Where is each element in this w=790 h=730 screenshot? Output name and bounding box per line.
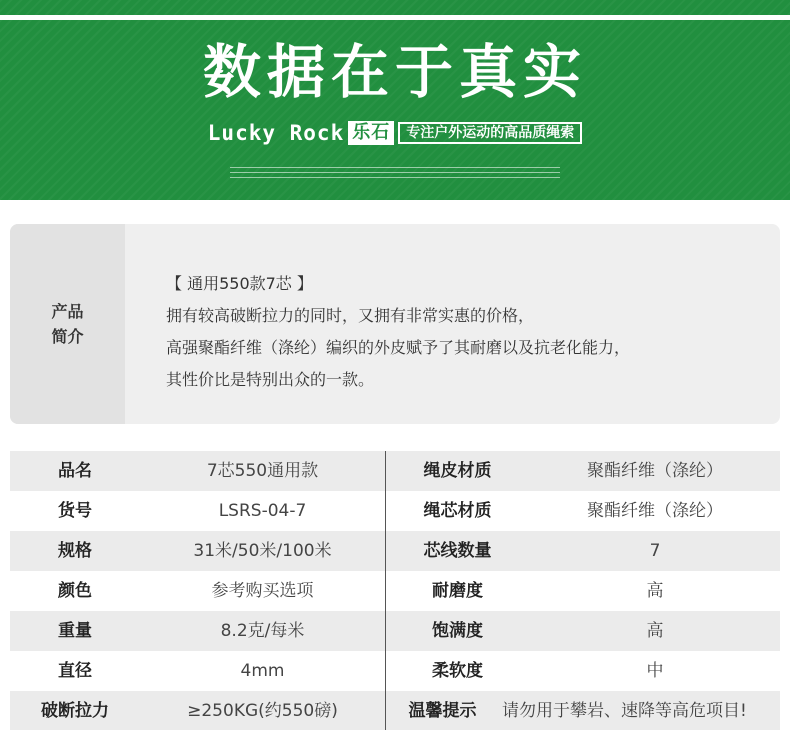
spec-value: 7芯550通用款 xyxy=(206,461,319,481)
spec-key: 重量 xyxy=(58,621,92,641)
intro-text xyxy=(166,268,766,396)
spec-key: 绳芯材质 xyxy=(423,501,492,521)
spec-key: 颜色 xyxy=(58,581,92,601)
spec-key: 品名 xyxy=(58,461,92,481)
intro-label-line2: 简介 xyxy=(51,327,84,346)
intro-side-label xyxy=(10,224,125,424)
spec-value: 聚酯纤维（涤纶） xyxy=(587,461,723,481)
intro-label-line1: 产品 xyxy=(51,302,84,321)
product-intro xyxy=(10,224,780,424)
banner-top-rule xyxy=(0,15,790,20)
spec-value: 中 xyxy=(646,661,664,681)
brand-logo: 乐石 xyxy=(348,121,394,145)
spec-key: 绳皮材质 xyxy=(423,461,492,481)
intro-line: 其性价比是特别出众的一款。 xyxy=(166,370,375,389)
header-banner xyxy=(0,0,790,200)
spec-value: LSRS-04-7 xyxy=(218,501,307,521)
brand-slogan: 专注户外运动的高品质绳索 xyxy=(398,122,582,144)
banner-headline: 数据在于真实 xyxy=(202,38,587,106)
spec-value: 8.2克/每米 xyxy=(220,621,305,641)
intro-line: 【 通用550款7芯 】 xyxy=(166,274,313,293)
brand-name: Lucky Rock xyxy=(207,121,345,145)
intro-line: 高强聚酯纤维（涤纶）编织的外皮赋予了其耐磨以及抗老化能力， xyxy=(166,338,631,357)
spec-key: 饱满度 xyxy=(432,621,483,641)
spec-key: 耐磨度 xyxy=(432,581,483,601)
table-row xyxy=(10,451,780,491)
spec-key: 货号 xyxy=(58,501,92,521)
spec-value: 7 xyxy=(649,541,661,561)
spec-key: 破断拉力 xyxy=(41,701,109,721)
spec-key: 柔软度 xyxy=(432,661,483,681)
spec-value: 4mm xyxy=(240,661,285,681)
table-row xyxy=(10,531,780,571)
spec-key: 温馨提示 xyxy=(408,701,477,721)
brand-row xyxy=(0,118,790,148)
spec-value: 31米/50米/100米 xyxy=(193,541,332,561)
banner-fine-print xyxy=(230,163,560,179)
spec-value: 高 xyxy=(646,621,664,641)
spec-value: ≥250KG(约550磅) xyxy=(187,701,338,721)
table-row xyxy=(10,651,780,691)
table-row xyxy=(10,691,780,730)
spec-value: 参考购买选项 xyxy=(211,581,314,601)
spec-key: 规格 xyxy=(58,541,92,561)
intro-line: 拥有较高破断拉力的同时，又拥有非常实惠的价格， xyxy=(166,306,535,325)
table-column-divider xyxy=(385,451,386,730)
warning-text: 请勿用于攀岩、速降等高危项目! xyxy=(502,701,747,721)
spec-table xyxy=(10,451,780,730)
table-row xyxy=(10,571,780,611)
spec-value: 聚酯纤维（涤纶） xyxy=(587,501,723,521)
table-row xyxy=(10,491,780,531)
spec-value: 高 xyxy=(646,581,664,601)
spec-key: 直径 xyxy=(58,661,92,681)
table-row xyxy=(10,611,780,651)
spec-key: 芯线数量 xyxy=(423,541,492,561)
